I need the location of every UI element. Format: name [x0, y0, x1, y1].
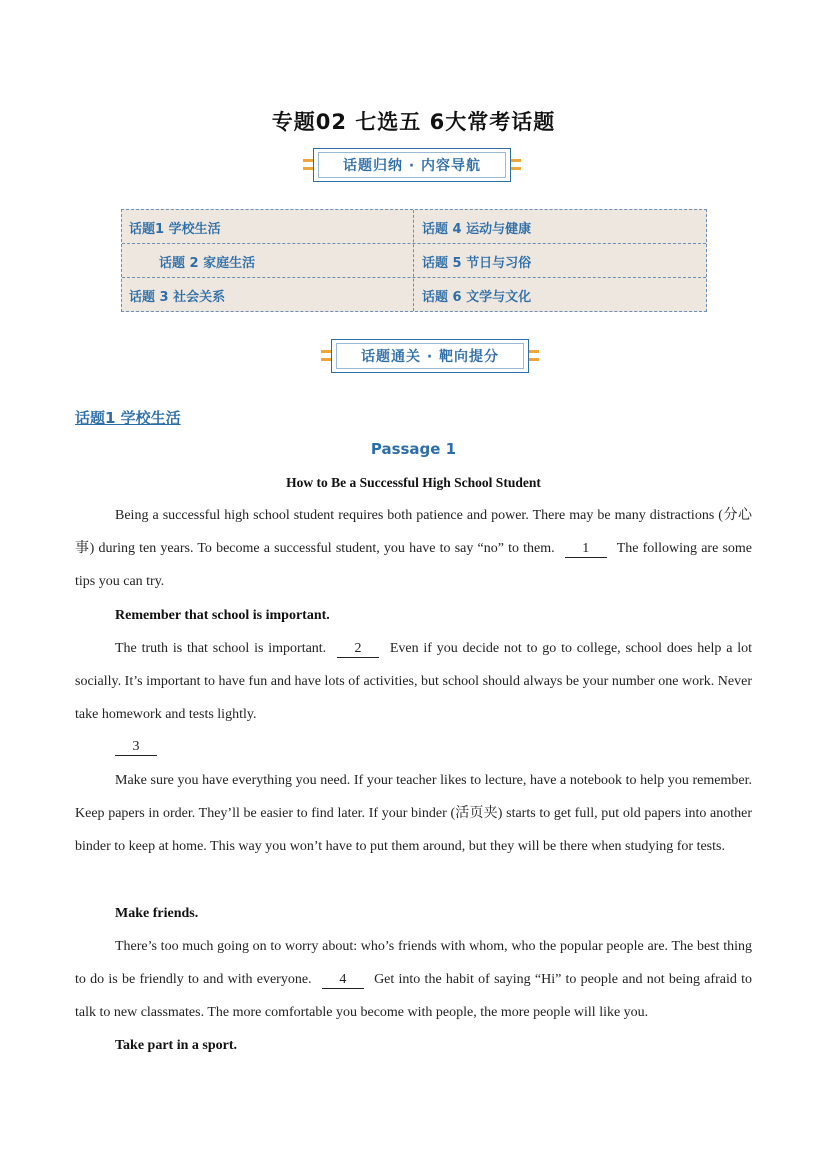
banner-label: 话题归纳 · 内容导航	[342, 158, 482, 174]
paragraph-4	[75, 930, 752, 1029]
paragraph-1	[75, 499, 752, 598]
paragraph-3: Make sure you have everything you need. If your teacher likes to lecture, have a notebook to help you remember. Keep papers in order. They’ll be easier to find later. If your binder (活页夹) starts to get full, put old papers into another binder to keep at home. This way you won’t have to put them around, but they will be there when studying for tests.	[75, 773, 752, 854]
toc-item-2[interactable]: 话题 2 家庭生活	[159, 255, 256, 271]
banner-right-tab	[511, 155, 521, 177]
paragraph-text: The truth is that school is important.	[115, 641, 327, 656]
blank-3-line	[115, 737, 792, 757]
banner-topic-navigation	[313, 148, 511, 182]
toc-item-5[interactable]: 话题 5 节日与习俗	[422, 255, 532, 271]
subheading-sport: Take part in a sport.	[115, 1038, 238, 1053]
paragraph-2	[75, 632, 752, 731]
paragraph-text: Even if you decide not to go to college, school does help a lot socially. It’s important to have fun and have lots of activities, but school should always be your number one work. Never take homework and tests lightly.	[75, 641, 753, 722]
toc-item-6[interactable]: 话题 6 文学与文化	[422, 289, 532, 305]
banner-left-tab	[321, 346, 331, 368]
paragraph-text: The following are some tips you can try.	[75, 541, 752, 589]
banner-label: 话题通关 · 靶向提分	[360, 349, 500, 365]
article-title: How to Be a Successful High School Student	[286, 475, 541, 490]
topic-table	[121, 209, 707, 312]
answer-blank-1[interactable]: 1	[565, 541, 607, 558]
toc-item-1[interactable]: 话题1 学校生活	[129, 221, 221, 237]
banner-right-tab	[529, 346, 539, 368]
banner-topic-practice	[331, 339, 529, 373]
section-heading-topic-1[interactable]: 话题1 学校生活	[75, 409, 181, 427]
paragraph-text: There’s too much going on to worry about: who’s friends with whom, who the popular people are. The best thing to do is be friendly to and with everyone.	[75, 939, 752, 987]
passage-label: Passage 1	[370, 440, 457, 458]
banner-left-tab	[303, 155, 313, 177]
subheading-school: Remember that school is important.	[115, 608, 330, 623]
subheading-friends: Make friends.	[115, 906, 199, 921]
toc-item-4[interactable]: 话题 4 运动与健康	[422, 221, 532, 237]
paragraph-text: Get into the habit of saying “Hi” to people and not being afraid to talk to new classmates. The more comfortable you become with people, the more people will like you.	[75, 972, 752, 1020]
answer-blank-4[interactable]: 4	[322, 972, 364, 989]
page-title: 专题02 七选五 6大常考话题	[271, 110, 556, 134]
answer-blank-2[interactable]: 2	[337, 641, 379, 658]
toc-item-3[interactable]: 话题 3 社会关系	[129, 289, 226, 305]
answer-blank-3[interactable]: 3	[115, 739, 157, 756]
paragraph-text: Being a successful high school student requires both patience and power. There may be many distractions (分心事) during ten years. To become a successful student, you have to say “no” to them.	[75, 508, 752, 556]
